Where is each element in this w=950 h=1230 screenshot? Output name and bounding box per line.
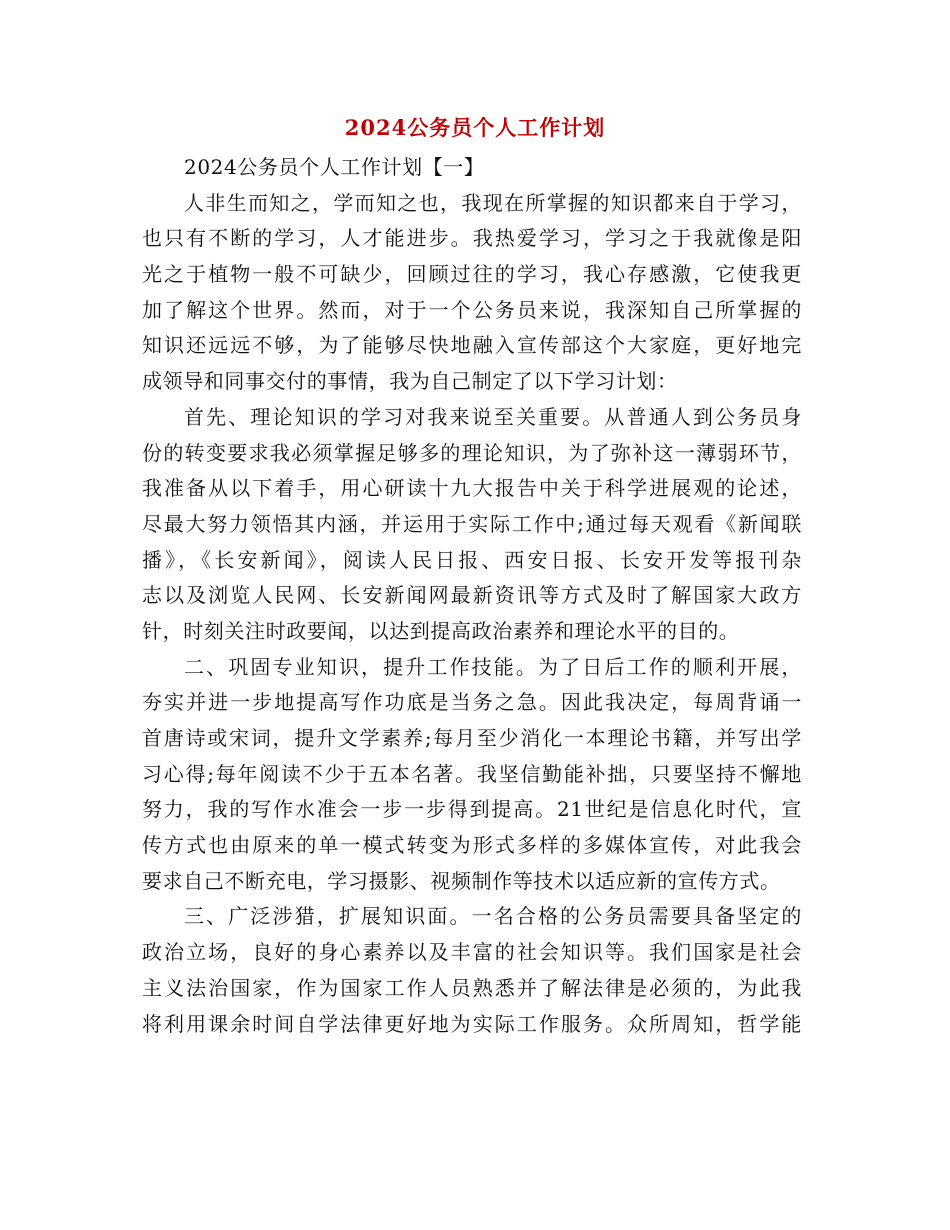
paragraph-line: 播》，《长安新闻》，阅读人民日报、西安日报、长安开发等报刊杂 xyxy=(142,547,802,572)
paragraph-first-line: 首先、理论知识的学习对我来说至关重要。从普通人到公务员身 xyxy=(184,404,802,429)
document-title: 2024公务员个人工作计划 xyxy=(344,115,606,140)
paragraph-line: 传方式也由原来的单一模式转变为形式多样的多媒体宣传，对此我会 xyxy=(142,833,802,858)
paragraph-line: 首唐诗或宋词，提升文学素养;每月至少消化一本理论书籍，并写出学 xyxy=(142,726,802,750)
paragraph-line: 要求自己不断充电，学习摄影、视频制作等技术以适应新的宣传方式。 xyxy=(142,868,781,893)
paragraph-first-line: 人非生而知之，学而知之也，我现在所掌握的知识都来自于学习， xyxy=(184,190,802,215)
paragraph-line: 针，时刻关注时政要闻，以达到提高政治素养和理论水平的目的。 xyxy=(142,618,740,643)
paragraph-first-line: 2024公务员个人工作计划【一】 xyxy=(184,155,485,179)
paragraph-line: 尽最大努力领悟其内涵，并运用于实际工作中;通过每天观看《新闻联 xyxy=(142,511,802,536)
paragraph-line: 夯实并进一步地提高写作功底是当务之急。因此我决定，每周背诵一 xyxy=(142,690,802,715)
paragraph-line: 光之于植物一般不可缺少，回顾过往的学习，我心存感激，它使我更 xyxy=(142,262,802,287)
paragraph-line: 份的转变要求我必须掌握足够多的理论知识，为了弥补这一薄弱环节， xyxy=(142,440,802,465)
paragraph-line: 也只有不断的学习，人才能进步。我热爱学习，学习之于我就像是阳 xyxy=(142,226,802,251)
paragraph-line: 我准备从以下着手，用心研读十九大报告中关于科学进展观的论述， xyxy=(142,476,802,501)
paragraph-line: 政治立场，良好的身心素养以及丰富的社会知识等。我们国家是社会 xyxy=(142,940,802,965)
document-body xyxy=(142,150,802,1042)
paragraph-line: 习心得;每年阅读不少于五本名著。我坚信勤能补拙，只要坚持不懈地 xyxy=(142,761,802,786)
paragraph-line: 努力，我的写作水准会一步一步得到提高。21世纪是信息化时代，宣 xyxy=(142,797,802,822)
paragraph-line: 知识还远远不够，为了能够尽快地融入宣传部这个大家庭，更好地完 xyxy=(142,333,802,358)
paragraph-line: 主义法治国家，作为国家工作人员熟悉并了解法律是必须的，为此我 xyxy=(142,975,802,1000)
paragraph-line: 成领导和同事交付的事情，我为自己制定了以下学习计划： xyxy=(142,369,678,394)
paragraph-line: 加了解这个世界。然而，对于一个公务员来说，我深知自己所掌握的 xyxy=(142,297,802,322)
paragraph-first-line: 三、广泛涉猎，扩展知识面。一名合格的公务员需要具备坚定的 xyxy=(184,904,802,929)
paragraph-line: 志以及浏览人民网、长安新闻网最新资讯等方式及时了解国家大政方 xyxy=(142,583,802,608)
paragraph-first-line: 二、巩固专业知识，提升工作技能。为了日后工作的顺利开展， xyxy=(184,654,802,679)
paragraph-line: 将利用课余时间自学法律更好地为实际工作服务。众所周知，哲学能 xyxy=(142,1011,802,1036)
